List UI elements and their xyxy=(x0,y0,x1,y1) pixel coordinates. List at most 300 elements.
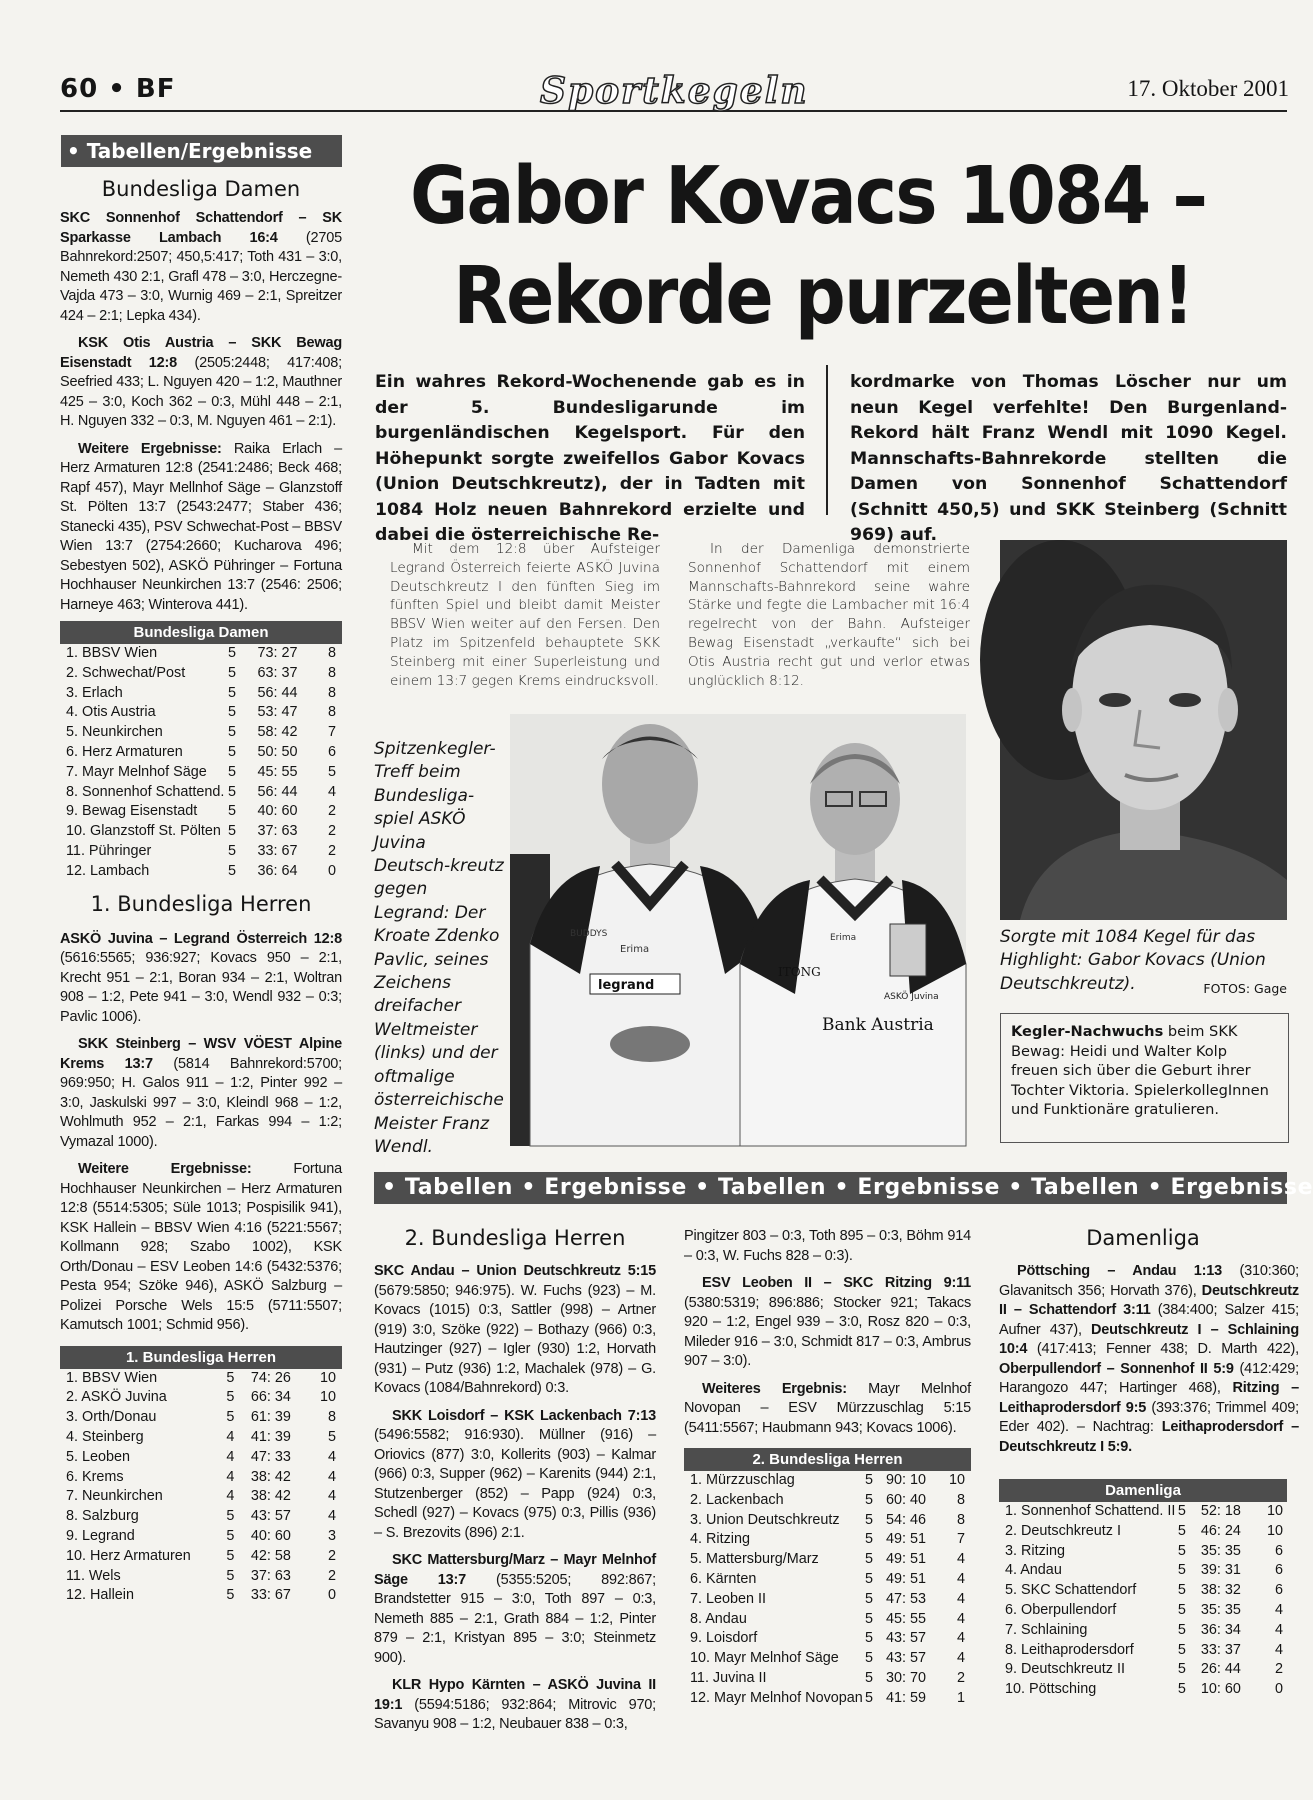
table-row xyxy=(684,1471,971,1491)
points-ratio: 43: 57 xyxy=(886,1650,927,1667)
table-points: 8 xyxy=(327,645,336,661)
result-heading: Weitere Ergebnisse: xyxy=(78,440,222,457)
games-played: 5 xyxy=(228,803,237,820)
games-played: 5 xyxy=(864,1551,873,1568)
table-row xyxy=(684,1689,971,1709)
team-photo-image xyxy=(510,714,966,1146)
team-name: 9. Loisdorf xyxy=(690,1630,758,1647)
points-ratio: 54: 46 xyxy=(886,1511,927,1528)
games-played: 5 xyxy=(864,1511,873,1528)
table-points: 8 xyxy=(327,1409,336,1426)
result-heading: SKK Steinberg – WSV VÖEST Alpine Krems 13:7 xyxy=(60,1036,342,1072)
lead-text-left: Ein wahres Rekord-Wochenende gab es in der 5. Bundesligarunde im burgenländischen Kegelsport. Für den Höhepunkt sorgte zweifellos Gabor Kovacs (Union Deutschkreutz), der in Tadten mit 1084 Holz neuen Bahnrekord erzielte und dabei die österreichische Re- xyxy=(375,372,805,545)
games-played: 5 xyxy=(228,763,237,780)
result-heading: Leithaprodersdorf – Deutschkreutz I 5:9. xyxy=(999,1419,1299,1455)
table-points: 6 xyxy=(327,743,336,760)
points-ratio: 61: 39 xyxy=(250,1409,291,1426)
result-heading: KLR Hypo Kärnten – ASKÖ Juvina II 19:1 xyxy=(374,1677,656,1713)
team-name: 10. Herz Armaturen xyxy=(66,1547,191,1564)
games-played: 5 xyxy=(1177,1542,1186,1559)
right-column xyxy=(999,1226,1300,1700)
table-row xyxy=(684,1550,971,1570)
headline-line1: Gabor Kovacs 1084 – xyxy=(410,150,1207,242)
games-played: 5 xyxy=(228,823,237,840)
result-text: (5679:5850; 946:975). W. Fuchs (923) – M. Kovacs (1015) 0:3, Sattler (998) – Artner (919) 3:0, Szöke (922) – Bothazy (966) 0:3, Hautzinger (927) – Igler (930) 1:2, Horvath (931) – Putz (936) 1:2, Machalek (978) – G. Kovacs (1084/Bahnrekord) 0:3. xyxy=(374,1282,656,1396)
games-played: 5 xyxy=(228,645,237,661)
mid-column-2 xyxy=(684,1227,971,1709)
table-points: 0 xyxy=(1274,1681,1283,1698)
points-ratio: 35: 35 xyxy=(1200,1542,1241,1559)
games-played: 5 xyxy=(228,684,237,701)
portrait-photo xyxy=(1000,540,1287,920)
games-played: 5 xyxy=(228,704,237,721)
table-points: 4 xyxy=(956,1630,965,1647)
result-text: Mayr Melnhof Novopan – ESV Mürzzuschlag 5:15 (5411:5567; Haubmann 943; Kovacs 1006). xyxy=(684,1380,972,1436)
table-points: 4 xyxy=(956,1650,965,1667)
team-name: 1. Mürzzuschlag xyxy=(690,1472,795,1488)
table-row xyxy=(999,1621,1289,1641)
table-row xyxy=(684,1590,971,1610)
table-row xyxy=(60,763,342,783)
table-row xyxy=(60,1527,342,1547)
games-played: 5 xyxy=(864,1610,873,1627)
points-ratio: 38: 32 xyxy=(1200,1582,1241,1599)
team-name: 5. SKC Schattendorf xyxy=(1005,1582,1137,1599)
result-heading: Deutschkreutz I – Schlaining 10:4 xyxy=(999,1321,1299,1357)
table-row xyxy=(684,1669,971,1689)
team-name: 2. Schwechat/Post xyxy=(66,664,186,681)
team-name: 8. Salzburg xyxy=(66,1508,139,1525)
table-points: 8 xyxy=(327,664,336,681)
team-name: 2. Lackenbach xyxy=(690,1491,784,1508)
jersey-brand-1: BUDDYS xyxy=(570,929,608,939)
result-paragraph xyxy=(999,1262,1299,1457)
jersey-brand-5: Bank Austria xyxy=(822,1015,934,1035)
result-text: (393:376; Trimmel 409; Eder 402). – Nachtrag: xyxy=(999,1399,1299,1435)
games-played: 5 xyxy=(228,724,237,741)
team-name: 7. Neunkirchen xyxy=(66,1488,163,1505)
table-row xyxy=(999,1502,1289,1522)
result-heading: Ritzing – Leithaprodersdorf 9:5 xyxy=(999,1380,1299,1416)
table-points: 2 xyxy=(327,1567,336,1584)
games-played: 5 xyxy=(228,664,237,681)
team-photo xyxy=(510,714,966,1146)
team-name: 9. Deutschkreutz II xyxy=(1005,1661,1125,1678)
table-row xyxy=(999,1601,1289,1621)
team-name: 10. Mayr Melnhof Säge xyxy=(690,1650,839,1667)
points-ratio: 30: 70 xyxy=(886,1669,927,1686)
points-ratio: 41: 39 xyxy=(250,1428,291,1445)
table-row xyxy=(60,723,342,743)
table-points: 8 xyxy=(327,704,336,721)
points-ratio: 56: 44 xyxy=(257,783,298,800)
team-name: 5. Neunkirchen xyxy=(66,724,163,741)
table-points: 4 xyxy=(956,1551,965,1568)
table-row xyxy=(60,684,342,704)
table-row xyxy=(684,1629,971,1649)
points-ratio: 49: 51 xyxy=(886,1570,927,1587)
table-row xyxy=(60,664,342,684)
games-played: 5 xyxy=(226,1547,235,1564)
games-played: 5 xyxy=(1177,1641,1186,1658)
table-title-damen: Bundesliga Damen xyxy=(60,621,342,644)
result-text: (310:360; Glavanitsch 356; Horvath 376), xyxy=(999,1263,1299,1299)
games-played: 5 xyxy=(228,842,237,859)
result-heading: Weiteres Ergebnis: xyxy=(702,1380,847,1397)
games-played: 4 xyxy=(226,1428,235,1445)
damenliga-results xyxy=(999,1262,1299,1457)
team-name: 7. Mayr Melnhof Säge xyxy=(66,763,207,780)
points-ratio: 49: 51 xyxy=(886,1551,927,1568)
points-ratio: 41: 59 xyxy=(886,1689,927,1706)
nachwuchs-box xyxy=(1000,1013,1289,1143)
games-played: 4 xyxy=(226,1448,235,1465)
portrait-caption-text: Sorgte mit 1084 Kegel für das Highlight: Gabor Kovacs (Union Deutschkreutz). xyxy=(1000,927,1266,994)
table-points: 5 xyxy=(327,1428,336,1445)
games-played: 5 xyxy=(864,1650,873,1667)
table-points: 3 xyxy=(327,1527,336,1544)
points-ratio: 10: 60 xyxy=(1200,1681,1241,1698)
result-text: Raika Erlach – Herz Armaturen 12:8 (2541:2486; Beck 468; Rapf 457), Mayr Mellnhof Säge – Glanzstoff St. Pölten 13:7 (2543:2477; Staber 436; Stanecki 435), PSV Schwechat-Post – BBSV Wien 13:7 (2754:2660; Kucharova 496; Sebestyen 502), ASKÖ Pühringer – Fortuna Hochhauser Neunkirchen 13:7 (2546: 2506; Harneye 463; Winterova 441). xyxy=(60,440,342,613)
table-row xyxy=(60,1369,342,1389)
table-points: 4 xyxy=(327,783,336,800)
table-points: 4 xyxy=(327,1488,336,1505)
points-ratio: 42: 58 xyxy=(250,1547,291,1564)
table-damen xyxy=(60,644,342,882)
result-text: (384:400; Salzer 415; Aufner 437), xyxy=(999,1302,1300,1338)
jersey-brand-2b: Erima xyxy=(830,933,857,943)
points-ratio: 43: 57 xyxy=(250,1508,291,1525)
table-herren xyxy=(60,1369,342,1607)
mid-column-1 xyxy=(374,1226,656,1735)
games-played: 5 xyxy=(1177,1661,1186,1678)
team-name: 6. Kärnten xyxy=(690,1570,757,1587)
table-points: 2 xyxy=(327,1547,336,1564)
result-paragraph xyxy=(374,1676,656,1735)
table-row xyxy=(999,1542,1289,1562)
table-points: 7 xyxy=(956,1531,965,1548)
table-points: 5 xyxy=(327,763,336,780)
issue-date: 17. Oktober 2001 xyxy=(1127,76,1289,101)
table-row xyxy=(60,783,342,803)
table-row xyxy=(60,1408,342,1428)
tag-tabellen: • Tabellen/Ergebnisse xyxy=(61,135,342,167)
result-text: (5616:5565; 936:927; Kovacs 950 – 2:1, Krecht 951 – 2:1, Boran 934 – 2:1, Woltran 908 – 1:2, Pete 941 – 3:0, Wendl 932 – 0:3; Pavlic 1006). xyxy=(60,950,342,1025)
points-ratio: 63: 37 xyxy=(257,664,298,681)
jersey-brand-4: ITONG xyxy=(778,965,821,979)
games-played: 5 xyxy=(226,1389,235,1406)
result-text: (2505:2448; 417:408; Seefried 433; L. Nguyen 420 – 1:2, Mauthner 425 – 3:0, Koch 362 – 0:3, Mühl 448 – 2:1, H. Nguyen 332 – 0:3, M. Nguyen 461 – 2:1). xyxy=(60,354,342,429)
team-name: 8. Leithaprodersdorf xyxy=(1005,1641,1134,1658)
table-damenliga xyxy=(999,1502,1289,1700)
points-ratio: 47: 53 xyxy=(886,1590,927,1607)
points-ratio: 33: 67 xyxy=(250,1587,291,1604)
games-played: 5 xyxy=(1177,1621,1186,1638)
points-ratio: 43: 57 xyxy=(886,1630,927,1647)
left-title-damen: Bundesliga Damen xyxy=(101,177,301,201)
team-name: 4. Andau xyxy=(1005,1562,1062,1579)
result-text: Fortuna Hochhauser Neunkirchen – Herz Armaturen 12:8 (5514:5305; Süle 1013; Pospisilik 941), KSK Hallein – BBSV Wien 4:16 (5221:5567; Kollmann 928; Szabo 1002), KSK Orth/Donau – ESV Leoben 14:6 (5432:5376; Pesta 954; Szöke 946), ASKÖ Salzburg – Polizei Porsche Wels 15:5 (5711:5507; Kamutsch 1001; Schmid 956). xyxy=(60,1161,342,1334)
table-2bl xyxy=(684,1471,971,1709)
games-played: 5 xyxy=(1177,1601,1186,1618)
games-played: 5 xyxy=(1177,1503,1186,1519)
lead-text-right: kordmarke von Thomas Löscher nur um neun Kegel verfehlte! Den Burgenland-Rekord hält Franz Wendl mit 1090 Kegel. Mannschafts-Bahnrekorde stellten die Damen von Sonnenhof Schattendorf (Schnitt 450,5) und SKK Steinberg (Schnitt 969) auf. xyxy=(850,372,1287,545)
table-row xyxy=(999,1680,1289,1700)
table-points: 4 xyxy=(1274,1601,1283,1618)
table-points: 2 xyxy=(1274,1661,1283,1678)
table-points: 4 xyxy=(956,1590,965,1607)
result-heading: SKC Mattersburg/Marz – Mayr Melnhof Säge 13:7 xyxy=(374,1552,656,1588)
games-played: 5 xyxy=(864,1531,873,1548)
points-ratio: 38: 42 xyxy=(250,1488,291,1505)
table-points: 8 xyxy=(956,1511,965,1528)
result-paragraph xyxy=(60,1035,342,1152)
points-ratio: 37: 63 xyxy=(257,823,298,840)
team-name: 4. Steinberg xyxy=(66,1428,144,1445)
results-banner: • Tabellen • Ergebnisse • Tabellen • Ergebnisse • Tabellen • Ergebnisse xyxy=(374,1172,1287,1204)
table-points: 6 xyxy=(1274,1562,1283,1579)
table-row xyxy=(60,1507,342,1527)
result-heading: Oberpullendorf – Sonnenhof II 5:9 xyxy=(999,1360,1234,1377)
team-name: 9. Legrand xyxy=(66,1527,135,1544)
table-row xyxy=(60,802,342,822)
games-played: 5 xyxy=(864,1669,873,1686)
result-heading: ESV Leoben II – SKC Ritzing 9:11 xyxy=(702,1275,971,1291)
result-heading: Weitere Ergebnisse: xyxy=(78,1161,252,1178)
team-name: 12. Mayr Melnhof Novopan xyxy=(690,1689,863,1706)
team-name: 6. Oberpullendorf xyxy=(1005,1601,1117,1618)
table-row xyxy=(999,1641,1289,1661)
right-title: Damenliga xyxy=(1086,1226,1200,1250)
points-ratio: 49: 51 xyxy=(886,1531,927,1548)
points-ratio: 46: 24 xyxy=(1200,1522,1241,1539)
table-row xyxy=(60,644,342,664)
headline-line2: Rekorde purzelten! xyxy=(453,250,1193,342)
team-name: 1. BBSV Wien xyxy=(66,1369,158,1386)
games-played: 5 xyxy=(864,1491,873,1508)
table-points: 4 xyxy=(956,1610,965,1627)
result-heading: Deutschkreutz II – Schattendorf 3:11 xyxy=(999,1282,1299,1318)
games-played: 5 xyxy=(864,1570,873,1587)
lead-right xyxy=(850,370,1287,545)
points-ratio: 26: 44 xyxy=(1200,1661,1241,1678)
table-row xyxy=(999,1660,1289,1680)
team-name: 3. Erlach xyxy=(66,684,123,701)
result-paragraph xyxy=(374,1407,656,1544)
result-paragraph xyxy=(60,440,342,616)
points-ratio: 36: 34 xyxy=(1200,1621,1241,1638)
team-name: 6. Krems xyxy=(66,1468,124,1485)
result-paragraph xyxy=(60,209,342,326)
games-played: 5 xyxy=(1177,1582,1186,1599)
table-points: 2 xyxy=(327,803,336,820)
table-title-2bl: 2. Bundesliga Herren xyxy=(684,1448,971,1471)
lead-left xyxy=(375,370,805,549)
table-row xyxy=(60,1586,342,1606)
team-name: 2. Deutschkreutz I xyxy=(1005,1522,1121,1539)
table-row xyxy=(684,1610,971,1630)
result-heading: ASKÖ Juvina – Legrand Österreich 12:8 xyxy=(60,930,342,947)
points-ratio: 38: 42 xyxy=(250,1468,291,1485)
points-ratio: 37: 63 xyxy=(250,1567,291,1584)
points-ratio: 60: 40 xyxy=(886,1491,927,1508)
damen-results xyxy=(60,209,342,615)
table-row xyxy=(60,842,342,862)
points-ratio: 33: 37 xyxy=(1200,1641,1241,1658)
result-text: (417:413; Fenner 438; D. Marth 422), xyxy=(1027,1341,1299,1357)
result-text: (5594:5186; 932:864; Mitrovic 970; Savanyu 908 – 1:2, Neubauer 838 – 0:3, xyxy=(374,1696,656,1732)
result-text: Pingitzer 803 – 0:3, Toth 895 – 0:3, Böhm 914 – 0:3, W. Fuchs 828 – 0:3). xyxy=(684,1228,971,1264)
table-row xyxy=(60,1547,342,1567)
result-paragraph xyxy=(60,1160,342,1336)
table-points: 10 xyxy=(319,1389,336,1406)
table-points: 4 xyxy=(327,1448,336,1465)
jersey-brand-2: Erima xyxy=(620,944,650,955)
result-heading: SKK Loisdorf – KSK Lackenbach 7:13 xyxy=(392,1407,656,1424)
table-points: 6 xyxy=(1274,1582,1283,1599)
games-played: 5 xyxy=(864,1590,873,1607)
games-played: 5 xyxy=(226,1567,235,1584)
team-name: 8. Andau xyxy=(690,1610,747,1627)
games-played: 5 xyxy=(864,1472,873,1488)
table-row xyxy=(60,1468,342,1488)
table-points: 10 xyxy=(1266,1522,1283,1539)
points-ratio: 74: 26 xyxy=(250,1369,291,1386)
team-name: 7. Schlaining xyxy=(1005,1621,1088,1638)
table-row xyxy=(60,1567,342,1587)
table-points: 2 xyxy=(327,842,336,859)
table-points: 4 xyxy=(1274,1641,1283,1658)
games-played: 5 xyxy=(1177,1681,1186,1698)
team-name: 9. Bewag Eisenstadt xyxy=(66,803,198,820)
points-ratio: 39: 31 xyxy=(1200,1562,1241,1579)
team-name: 6. Herz Armaturen xyxy=(66,743,183,760)
story-text-2: In der Damenliga demonstrierte Sonnenhof Schattendorf mit einem Mannschafts-Bahnrekord seine wahre Stärke und fegte die Lambacher mit 16:4 regelrecht von der Bahn. Aufsteiger Bewag Eisenstadt „verkaufte“ sich bei Otis Austria recht gut und verlor etwas unglücklich 8:12. xyxy=(688,541,970,689)
points-ratio: 90: 10 xyxy=(886,1472,927,1488)
games-played: 5 xyxy=(228,783,237,800)
games-played: 5 xyxy=(226,1409,235,1426)
table-row xyxy=(60,862,342,882)
points-ratio: 40: 60 xyxy=(250,1527,291,1544)
result-paragraph xyxy=(684,1380,971,1439)
table-row xyxy=(60,822,342,842)
points-ratio: 53: 47 xyxy=(257,704,298,721)
result-paragraph xyxy=(374,1262,656,1399)
result-heading: KSK Otis Austria – SKK Bewag Eisenstadt 12:8 xyxy=(60,335,342,371)
points-ratio: 58: 42 xyxy=(257,724,298,741)
team-name: 5. Mattersburg/Marz xyxy=(690,1551,819,1568)
story-text-1: Mit dem 12:8 über Aufsteiger Legrand Österreich feierte ASKÖ Juvina Deutschkreutz I den fünften Sieg im fünften Spiel und bleibt damit Meister BBSV Wien weiter auf den Fersen. Den Platz im Spitzenfeld behauptete SKK Steinberg mit einer Superleistung und einem 13:7 gegen Krems eindrucksvoll. xyxy=(390,541,660,689)
table-points: 10 xyxy=(1266,1503,1283,1519)
result-text: (412:429; Harangozo 447; Hartinger 468), xyxy=(999,1360,1299,1396)
jersey-brand-6: ASKÖ Juvina xyxy=(884,992,939,1002)
table-points: 2 xyxy=(956,1669,965,1686)
games-played: 4 xyxy=(226,1468,235,1485)
team-name: 2. ASKÖ Juvina xyxy=(66,1389,167,1406)
table-row xyxy=(684,1530,971,1550)
table-title-herren: 1. Bundesliga Herren xyxy=(60,1346,342,1369)
games-played: 5 xyxy=(864,1689,873,1706)
nachwuchs-text: beim SKK Bewag: Heidi und Walter Kolp freuen sich über die Geburt ihrer Tochter Viktoria. SpielerkollegInnen und Funktionäre gratulieren. xyxy=(1011,1023,1269,1119)
result-paragraph xyxy=(374,1551,656,1668)
team-name: 3. Ritzing xyxy=(1005,1542,1065,1559)
result-heading: Pöttsching – Andau 1:13 xyxy=(1017,1263,1223,1279)
points-ratio: 50: 50 xyxy=(257,743,298,760)
points-ratio: 45: 55 xyxy=(257,763,298,780)
team-name: 12. Hallein xyxy=(66,1587,134,1604)
table-row xyxy=(684,1649,971,1669)
table-row xyxy=(684,1511,971,1531)
points-ratio: 36: 64 xyxy=(257,862,298,879)
points-ratio: 33: 67 xyxy=(257,842,298,859)
team-name: 11. Pühringer xyxy=(66,842,152,859)
games-played: 5 xyxy=(226,1508,235,1525)
team-name: 5. Leoben xyxy=(66,1448,131,1465)
games-played: 5 xyxy=(864,1630,873,1647)
text-col-1 xyxy=(390,540,660,690)
photo-credit: FOTOS: Gage xyxy=(1203,980,1287,996)
result-paragraph xyxy=(60,930,342,1028)
points-ratio: 45: 55 xyxy=(886,1610,927,1627)
team-name: 4. Ritzing xyxy=(690,1531,750,1548)
games-played: 4 xyxy=(226,1488,235,1505)
portrait-image xyxy=(1000,540,1287,920)
table-points: 0 xyxy=(327,1587,336,1604)
team-name: 4. Otis Austria xyxy=(66,704,156,721)
headline xyxy=(410,146,1207,346)
table-row xyxy=(60,743,342,763)
points-ratio: 47: 33 xyxy=(250,1448,291,1465)
result-text: (5814 Bahnrekord:5700; 969:950; H. Galos 911 – 1:2, Pinter 992 – 3:0, Jaskulski 997 – 3:0, Kleindl 968 – 1:2, Wohlmuth 952 – 2:1, Farkas 994 – 1:2; Vymazal 1000). xyxy=(60,1055,343,1150)
table-points: 4 xyxy=(956,1570,965,1587)
team-name: 11. Juvina II xyxy=(690,1669,767,1686)
games-played: 5 xyxy=(228,862,237,879)
table-row xyxy=(60,1428,342,1448)
table-points: 6 xyxy=(1274,1542,1283,1559)
left-title-herren: 1. Bundesliga Herren xyxy=(90,891,312,916)
result-text: (5496:5582; 916:930). Müllner (916) – Oriovics (877) 3:0, Kollerits (903) – Kalmar (966) 0:3, Supper (962) – Karenits (944) 2:1, Stutzenberger (852) – Papp (924) 0:3, Schedl (927) – Kovacs (975) 0:3, Pillis (936) – S. Brezovits (896) 2:1. xyxy=(374,1427,656,1541)
games-played: 5 xyxy=(1177,1562,1186,1579)
table-points: 4 xyxy=(327,1508,336,1525)
result-heading: SKC Sonnenhof Schattendorf – SK Sparkasse Lambach 16:4 xyxy=(60,210,342,246)
team-name: 10. Pöttsching xyxy=(1005,1681,1097,1698)
result-heading: SKC Andau – Union Deutschkreutz 5:15 xyxy=(374,1263,656,1279)
table-row xyxy=(60,703,342,723)
page-header xyxy=(60,70,1287,112)
table-row xyxy=(60,1487,342,1507)
mid-results xyxy=(374,1262,656,1735)
points-ratio: 66: 34 xyxy=(250,1389,291,1406)
table-points: 1 xyxy=(956,1689,965,1706)
section-title: Sportkegeln xyxy=(540,70,809,112)
table-points: 8 xyxy=(956,1491,965,1508)
games-played: 5 xyxy=(1177,1522,1186,1539)
photo-caption: Spitzenkegler-Treff beim Bundesliga-spiel ASKÖ Juvina Deutsch-kreutz gegen Legrand: Der Kroate Zdenko Pavlic, seines Zeichens dreifacher Weltmeister (links) und der oftmalige österreichische Meister Franz Wendl. xyxy=(374,739,504,1157)
points-ratio: 52: 18 xyxy=(1200,1503,1241,1519)
team-name: 1. BBSV Wien xyxy=(66,645,158,661)
mid-results-2 xyxy=(684,1227,971,1438)
games-played: 5 xyxy=(228,743,237,760)
table-row xyxy=(60,1448,342,1468)
page-number: 60 • BF xyxy=(60,74,176,104)
table-title-damenliga: Damenliga xyxy=(999,1479,1287,1502)
table-row xyxy=(999,1522,1289,1542)
result-paragraph xyxy=(60,334,342,432)
jersey-brand-3: legrand xyxy=(598,978,655,993)
points-ratio: 73: 27 xyxy=(257,645,298,661)
nachwuchs-title: Kegler-Nachwuchs xyxy=(1011,1023,1164,1040)
result-text: (5355:5205; 892:867; Brandstetter 915 – 3:0, Toth 897 – 0:3, Nemeth 885 – 2:1, Grath 884 – 1:2, Pinter 879 – 2:1, Kristyan 895 – 3:0; Steinmetz 900). xyxy=(374,1571,656,1666)
